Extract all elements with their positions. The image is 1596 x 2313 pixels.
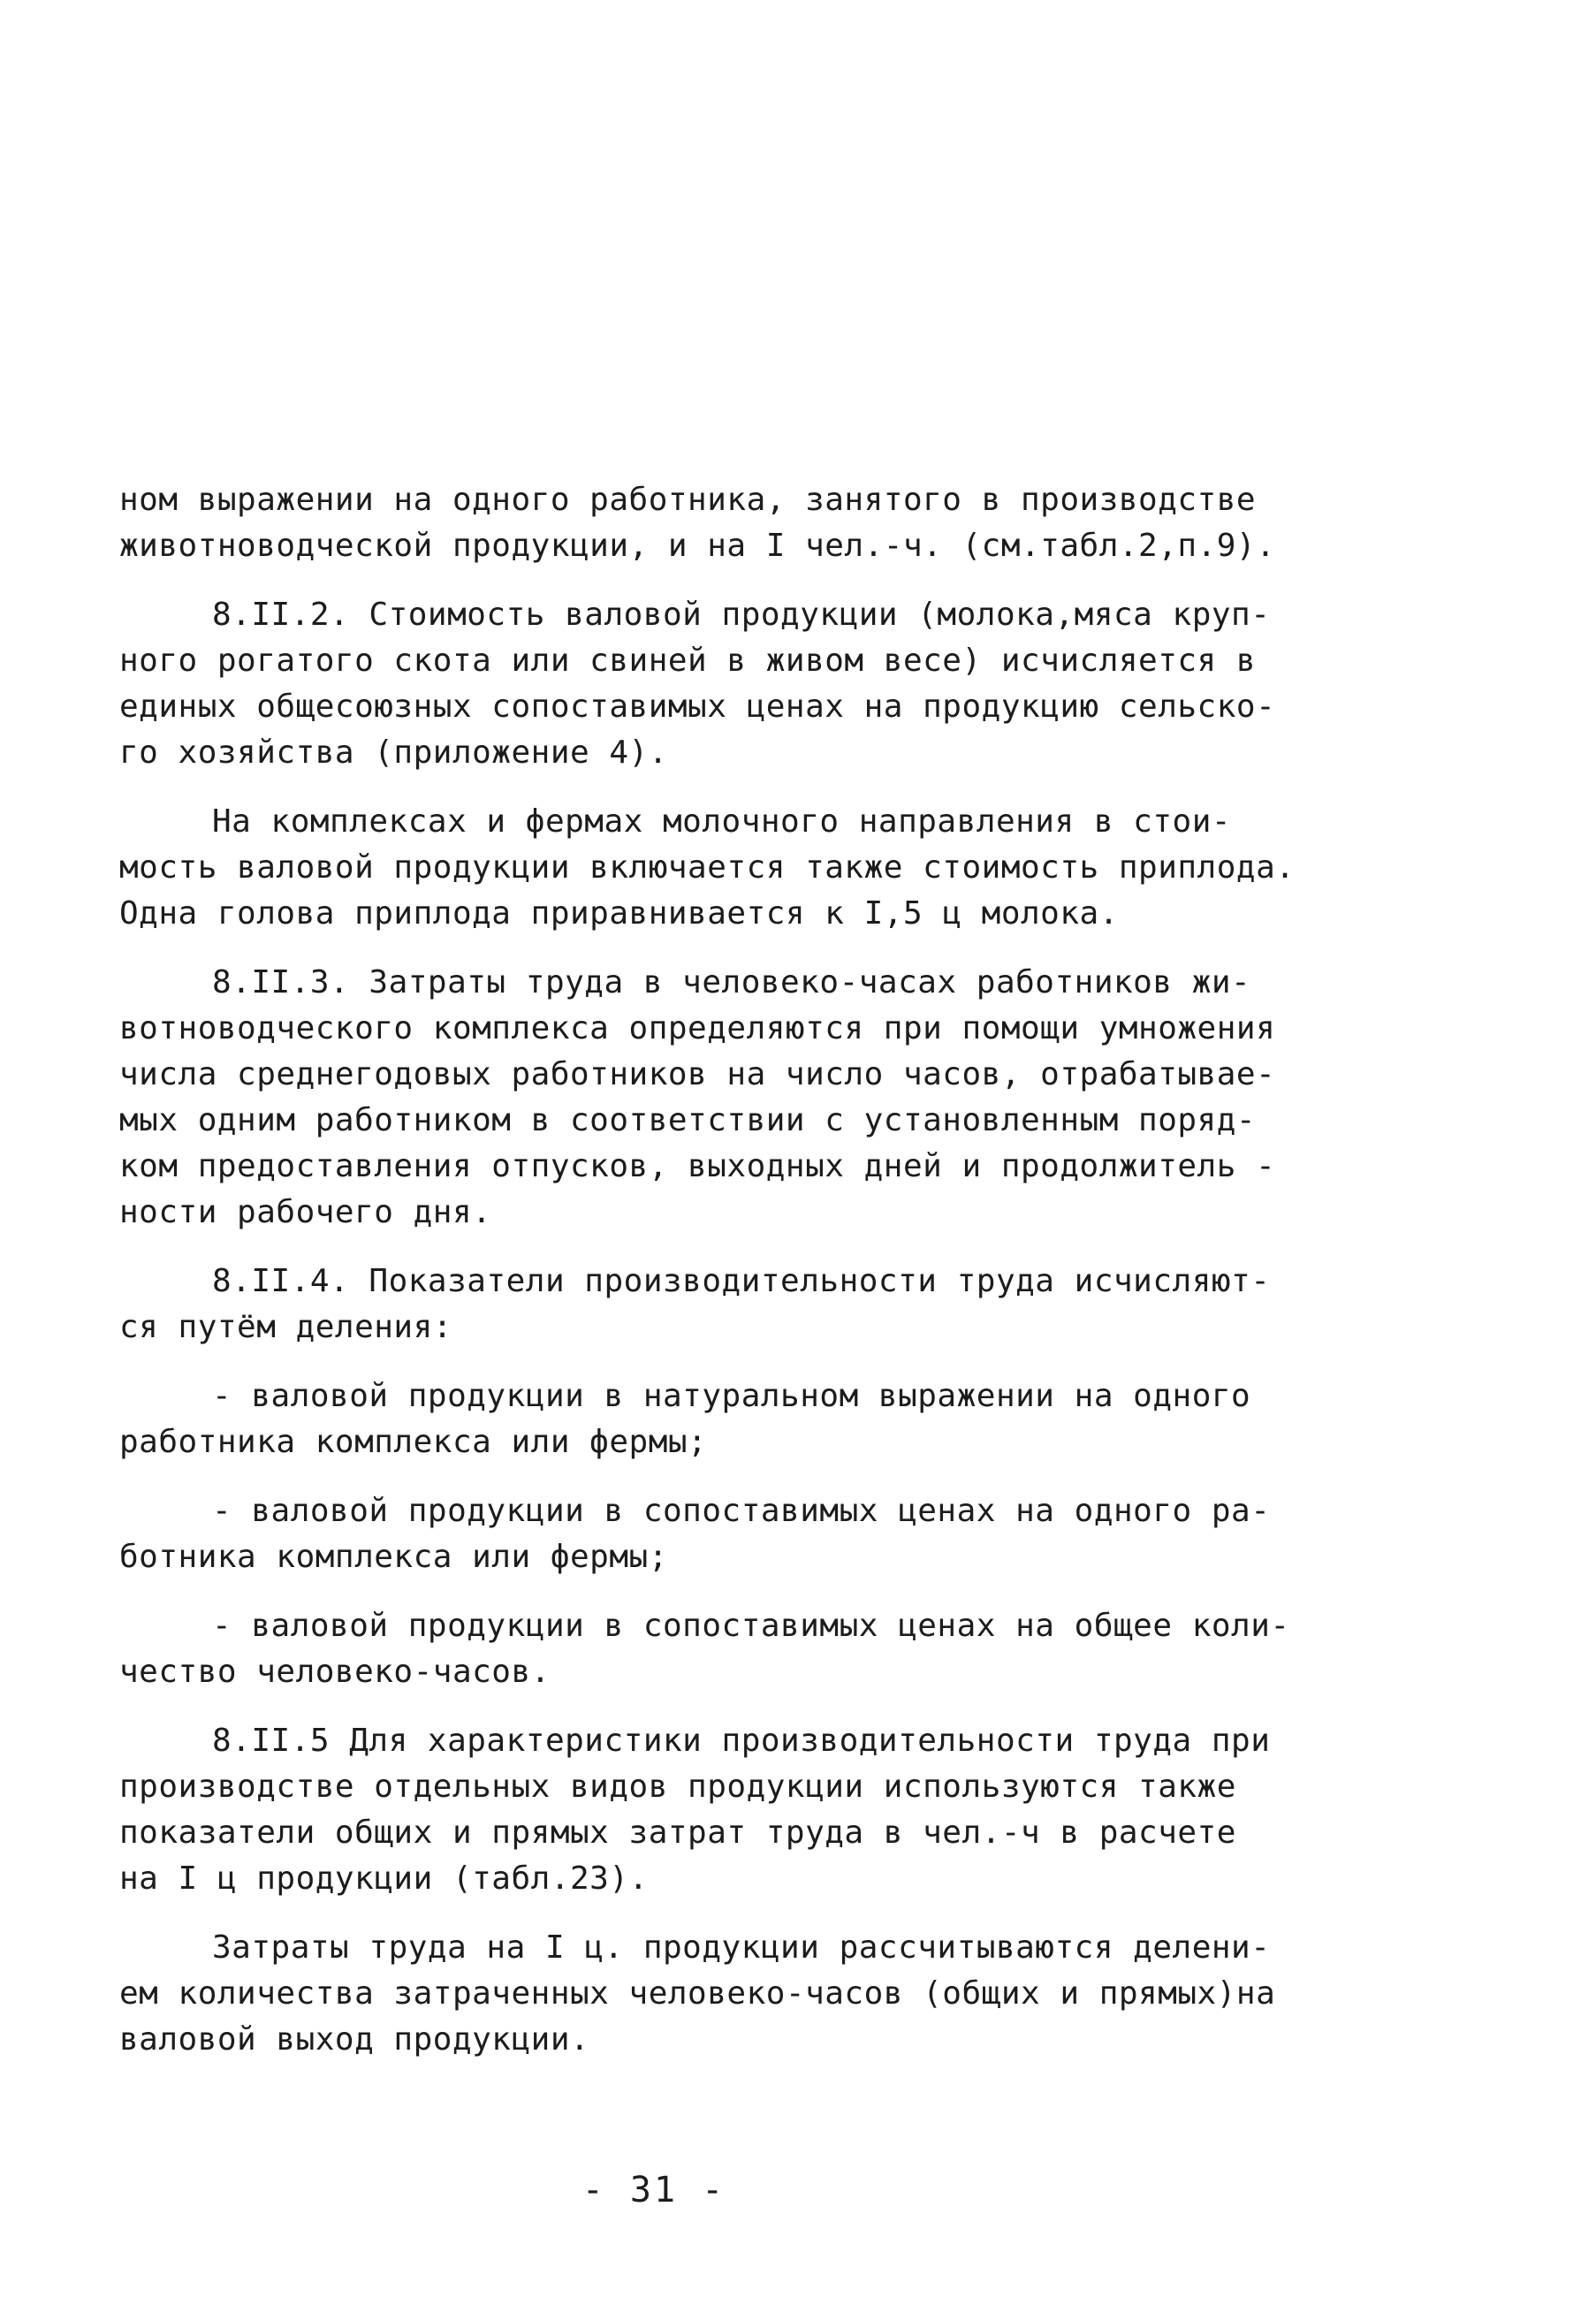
paragraph-labor-per-centner: [119, 1925, 1276, 2063]
list-item-comparable-worker: [119, 1488, 1271, 1580]
paragraph-8-11-5: [119, 1718, 1271, 1902]
text-line: мых одним работником в соответствии с установленным поряд-: [119, 1102, 1257, 1138]
text-line: чество человеко-часов.: [119, 1654, 551, 1690]
text-line: единых общесоюзных сопоставимых ценах на продукцию сельско-: [119, 689, 1276, 725]
paragraph-8-11-3: [119, 960, 1276, 1236]
text-line: мость валовой продукции включается также стоимость приплода.: [119, 849, 1296, 886]
text-line: ем количества затраченных человеко-часов (общих и прямых)на: [119, 1975, 1276, 2012]
text-line: ности рабочего дня.: [119, 1194, 492, 1230]
text-line: - валовой продукции в натуральном выражении на одного: [212, 1378, 1251, 1414]
paragraph-8-11-4: [119, 1259, 1271, 1351]
text-line: 8.II.4. Показатели производительности труда исчисляют-: [212, 1263, 1271, 1299]
text-line: животноводческой продукции, и на I чел.-ч. (см.табл.2,п.9).: [119, 528, 1276, 564]
text-line: ботника комплекса или фермы;: [119, 1539, 668, 1575]
paragraph-8-11-2: [119, 592, 1276, 776]
text-line: - валовой продукции в сопоставимых ценах на одного ра-: [212, 1493, 1271, 1529]
list-item-natural: [119, 1373, 1268, 1465]
paragraph-continuation: [119, 477, 1276, 569]
text-line: валовой выход продукции.: [119, 2021, 590, 2058]
list-item-comparable-hours: [119, 1603, 1290, 1695]
text-line: 8.II.5 Для характеристики производительности труда при: [212, 1723, 1271, 1759]
text-line: вотноводческого комплекса определяются при помощи умножения: [119, 1010, 1276, 1046]
text-line: показатели общих и прямых затрат труда в чел.-ч в расчете: [119, 1815, 1236, 1851]
paragraph-dairy-offspring: [119, 799, 1296, 937]
text-line: числа среднегодовых работников на число часов, отрабатывае-: [119, 1056, 1276, 1092]
text-line: работника комплекса или фермы;: [119, 1424, 708, 1460]
page-number: - 31 -: [581, 2170, 726, 2210]
text-line: - валовой продукции в сопоставимых ценах на общее коли-: [212, 1608, 1290, 1644]
text-line: 8.II.2. Стоимость валовой продукции (молока,мяса круп-: [212, 597, 1271, 633]
body-text: [119, 477, 1296, 2086]
text-line: Одна голова приплода приравнивается к I,5 ц молока.: [119, 895, 1119, 932]
text-line: Затраты труда на I ц. продукции рассчитываются делени-: [212, 1929, 1271, 1966]
text-line: производстве отдельных видов продукции используются также: [119, 1769, 1236, 1805]
text-line: ном выражении на одного работника, занятого в производстве: [119, 482, 1257, 518]
text-line: на I ц продукции (табл.23).: [119, 1860, 649, 1897]
text-line: го хозяйства (приложение 4).: [119, 734, 668, 771]
text-line: ком предоставления отпусков, выходных дней и продолжитель -: [119, 1148, 1276, 1184]
text-line: На комплексах и фермах молочного направления в стои-: [212, 803, 1232, 840]
text-line: ного рогатого скота или свиней в живом весе) исчисляется в: [119, 643, 1257, 679]
text-line: ся путём деления:: [119, 1309, 452, 1345]
text-line: 8.II.3. Затраты труда в человеко-часах работников жи-: [212, 964, 1251, 1001]
